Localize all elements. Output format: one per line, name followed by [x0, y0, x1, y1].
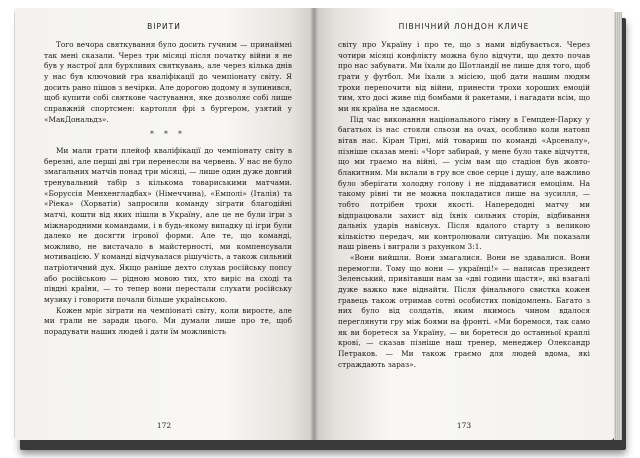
section-separator: * * * [150, 129, 186, 139]
open-book [14, 8, 628, 448]
left-paragraph-3: Кожен мріє зіграти на чемпіонаті світу, коли виросте, але ми грали не заради цього. Ми думали лише про те, щоб порадувати наших людей і дати їм можливість [44, 305, 292, 337]
right-running-header: ПІВНІЧНИЙ ЛОНДОН КЛИЧЕ [398, 22, 530, 31]
book-gutter [310, 8, 318, 440]
left-page [14, 8, 314, 440]
right-page-number: 173 [456, 421, 472, 430]
left-page-text [44, 40, 292, 416]
right-page-text [338, 40, 590, 416]
right-paragraph-3: «Вони вийшли. Вони змагалися. Вони не здавалися. Вони перемогли. Тому що вони — українці!» — написав президент Зеленський, привітавши нам за «дві години щастя», які взагалі дуже важко вже віднайти. Після фінального свистка кожен гравець також отримав сотні особистих повідомлень. Багато з них було від солдатів, яким якимось чином вдалося переглянути гру між боями на фронті. «Ми боремося, так само як ви боретеся за Україну, — ви боретеся до останньої краплі крові, — сказав пізніше наш тренер, менеджер Олександр Петраков. — Ми також граємо для людей вдома, які страждають зараз». [338, 253, 590, 369]
left-paragraph-2: Ми мали грати плейоф кваліфікації до чемпіонату світу в березні, але перші дві гри перенесли на червень. У нас не було змагальних матчів понад три місяці, — лише один дуже довгий тренувальний табір з кількома товариськими матчами. «Боруссія Менхенгладбах» (Німеччина), «Емполі» (Італія) та «Ріека» (Хорватія) запросили команду зіграти благодійні матчі, кошти від яких пішли в Україну, але це не були ігри з міжнародними командами, і в будь-якому випадку ці ігри були далеко не досягти ігрової форми. Але те, що команді, можливо, не вистачало в майстерності, ми компенсували мотивацією. У команді відчувалася рішучість, а також сильний патріотичний дух. Якщо раніше дехто слухав російську попсу або російською — рідною мовою тих, хто виріс на сході та півдні країни, — то тепер вони перестали слухати російську музику і говорити почали більше українською. [44, 145, 292, 305]
right-paragraph-2: Під час виконання національного гімну в Гемпден-Парку у багатьох із нас стояли сльози на очах, особливо коли натовп вітав нас. Кіран Тірні, мій товариш по команді «Арсеналу», пізніше сказав мені: «Чорт забирай, у мене було таке відчуття, що ми граємо на війні, — усім вам що стадіон був жовто-блакитним. Ми вклали в гру все свое серце і душу, але важливо було зберігати холодну голову і не піддаватися емоціям. На такому рівні ти не можна покладатися лише на зусилля, — тобто потрібен трохи якості. Напередодні матчу ми відпрацювали захист від їхніх сильних сторін, відбивання дальніх ударів навіснух. Після вдалого старту з великою кількістю передач, ми контролювали ситуацію. Ми показали наш рівень і виграли з рахунком 3:1. [338, 114, 590, 252]
left-running-header: ВІРИТИ [147, 22, 181, 31]
right-page-edge [614, 12, 622, 440]
left-page-number: 172 [156, 421, 172, 430]
left-paragraph-1: Того вечора святкування було досить гучним — принаймні так мені сказали. Через три місяці після початку війни я не був у настрої для бурхливих святкувань, але через кілька днів у нас був ключовий гра кваліфікації до чемпіонату світу. Я досить рано пішов з вечірки. Але дорогою додому я зупинився, щоб купити собі святкове частування, яке дозволяє собі лише справжній спортсмен: картопля фрі з бургером, узятий у «МакДональдз». [44, 40, 292, 124]
right-page [314, 8, 614, 440]
left-page-edge [14, 12, 15, 438]
right-paragraph-1: світу про Україну і про те, що з нами відбувається. Через чотири місяці конфлікту можна було відчути, що дехто почав про нас забувати. Ми їхали до Шотландії не лише для того, щоб грати у футбол. Ми їхали з місією, щоб дати нашим людям трохи перепочити від війни, принести трохи хороших емоцій тим, хто досі живе під бомбами й ракетами, і нагадати всім, що ми як країна не здаємося. [338, 40, 590, 113]
